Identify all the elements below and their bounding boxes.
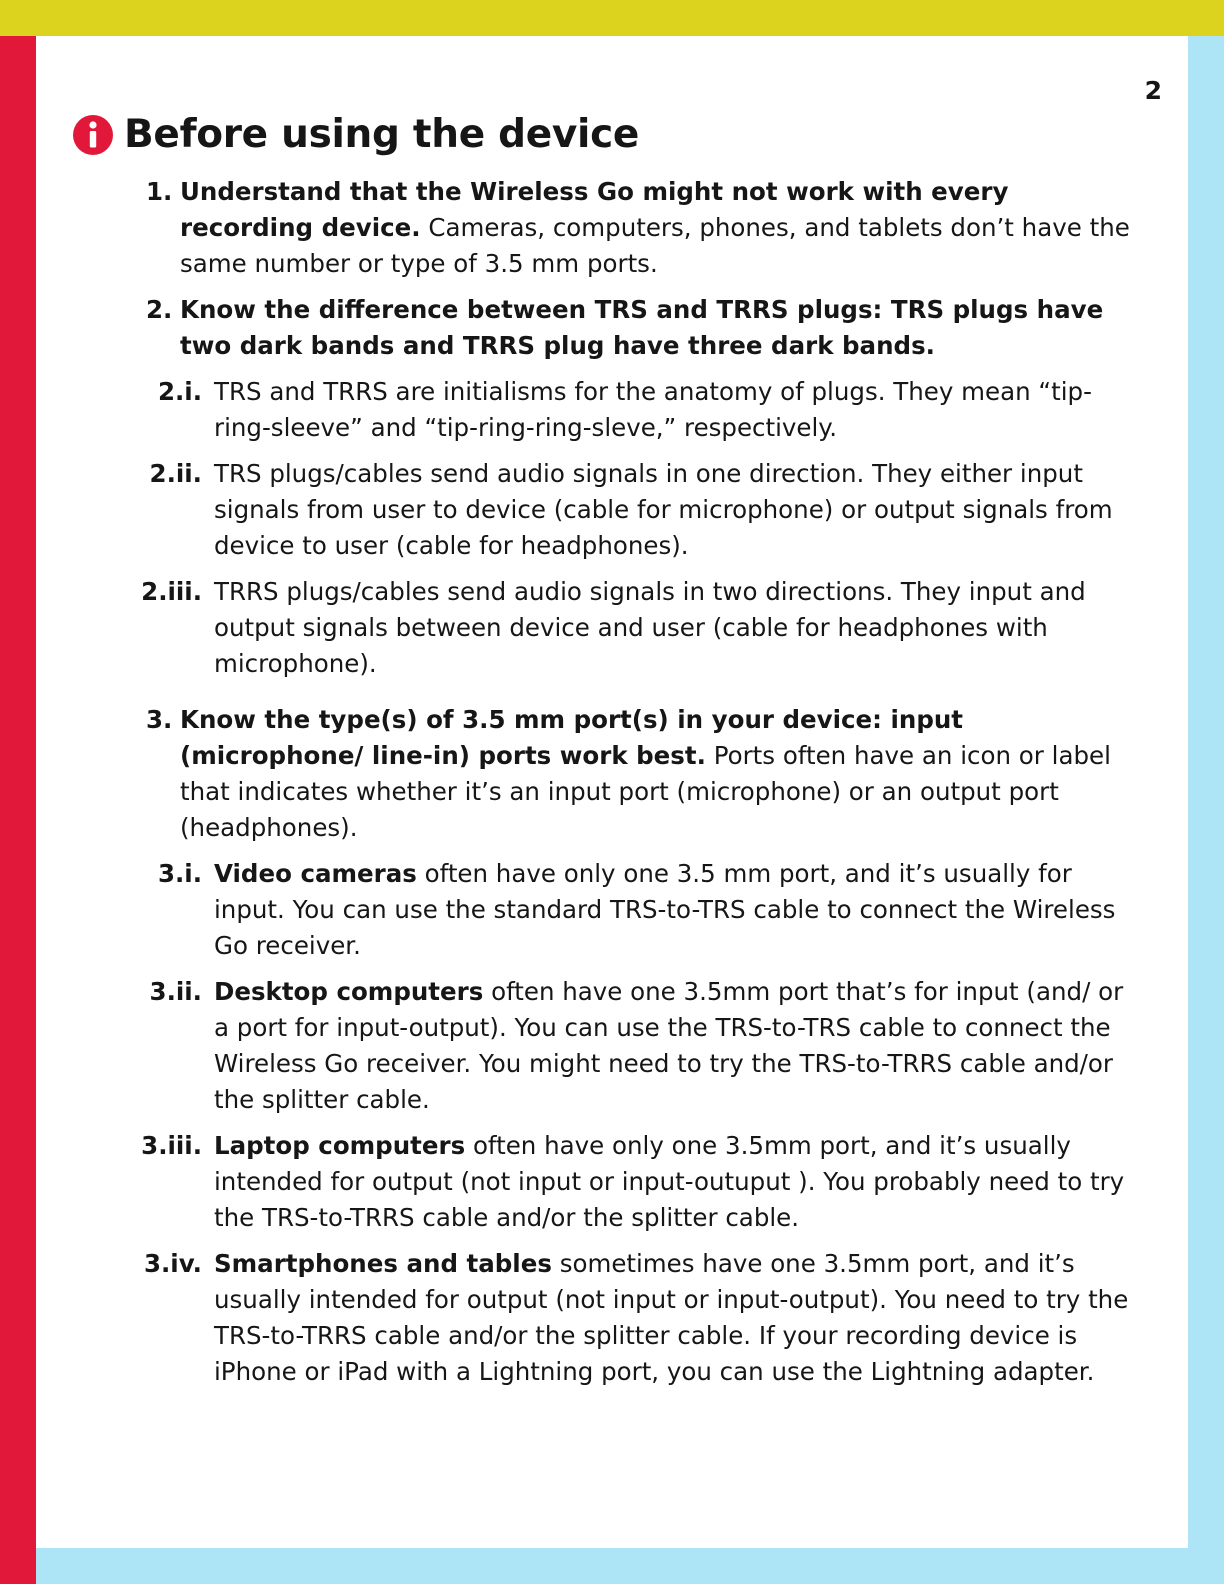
- sub-item-body: [214, 374, 1136, 446]
- sub-item-bold-text: Smartphones and tables: [214, 1249, 552, 1278]
- item-body: [141, 292, 1136, 692]
- sub-item-number: 3.ii.: [149, 977, 202, 1006]
- sub-item-text: TRRS plugs/cables send audio signals in two directions. They input and output signals between device and user (cable for headphones with microphone).: [214, 577, 1086, 678]
- sub-item-text: TRS plugs/cables send audio signals in one direction. They either input signals from user to device (cable for microphone) or output signals from device to user (cable for headphones).: [214, 459, 1113, 560]
- section-heading: [72, 112, 639, 157]
- sub-item-body: [214, 574, 1136, 682]
- sub-item: [132, 974, 1136, 1118]
- info-icon: [72, 114, 114, 156]
- item-text: Cameras, computers, phones, and tablets don’t have the same number or type of 3.5 mm ports.: [180, 213, 1130, 278]
- sub-item-text: often have only one 3.5 mm port, and it’s usually for input. You can use the standard TRS-to-TRS cable to connect the Wireless Go receiver.: [214, 859, 1116, 960]
- sub-item-body: [214, 1128, 1136, 1236]
- item-number: 3.: [146, 705, 173, 734]
- page-number: 2: [1144, 76, 1162, 105]
- sub-item: [132, 456, 1136, 564]
- sub-item-number: 3.i.: [157, 859, 202, 888]
- sub-item-bold-text: Desktop computers: [214, 977, 484, 1006]
- sub-item-number: 3.iv.: [143, 1249, 202, 1278]
- page-title: Before using the device: [124, 112, 640, 157]
- sub-item: [132, 856, 1136, 964]
- list-item-2: [141, 292, 1136, 692]
- sub-item-text: often have only one 3.5mm port, and it’s usually intended for output (not input or input-outuput ). You probably need to try the TRS-to-TRRS cable and/or the splitter cable.: [214, 1131, 1125, 1232]
- item-number: 1.: [146, 177, 173, 206]
- sub-list: [132, 856, 1136, 1390]
- item-bold-text: Understand that the Wireless Go might not work with every recording device.: [180, 177, 1009, 242]
- sub-item-text: TRS and TRRS are initialisms for the anatomy of plugs. They mean “tip-ring-sleeve” and “tip-ring-ring-sleve,” respectively.: [214, 377, 1092, 442]
- sub-item-text: often have one 3.5mm port that’s for input (and/ or a port for input-output). You can use the TRS-to-TRS cable to connect the Wireless Go receiver. You might need to try the TRS-to-TRRS cable and/or the splitter cable.: [214, 977, 1124, 1114]
- left-color-bar: [0, 36, 36, 1584]
- item-body: [141, 702, 1136, 1400]
- item-body: [180, 174, 1136, 282]
- item-text: Ports often have an icon or label that indicates whether it’s an input port (microphone) or an output port (headphones).: [180, 741, 1111, 842]
- sub-list: [132, 374, 1136, 682]
- list-item-1: [146, 174, 1136, 282]
- sub-item: [132, 1246, 1136, 1390]
- sub-item-body: [214, 856, 1136, 964]
- sub-item: [132, 574, 1136, 682]
- sub-item: [132, 1128, 1136, 1236]
- top-color-bar: [0, 0, 1224, 36]
- sub-item-number: 3.iii.: [141, 1131, 202, 1160]
- sub-item-text: sometimes have one 3.5mm port, and it’s usually intended for output (not input or input-output). You need to try the TRS-to-TRRS cable and/or the splitter cable. If your recording device is iPhone or iPad with a Lightning port, you can use the Lightning adapter.: [214, 1249, 1129, 1386]
- item-number: 2.: [146, 295, 173, 324]
- instruction-list: [141, 174, 1136, 1410]
- item-bold-text: Know the difference between TRS and TRRS plugs: TRS plugs have two dark bands and TRRS plug have three dark bands.: [180, 295, 1104, 360]
- bottom-color-bar: [36, 1548, 1224, 1584]
- sub-item-body: [214, 456, 1136, 564]
- sub-item-bold-text: Laptop computers: [214, 1131, 466, 1160]
- sub-item-number: 2.ii.: [149, 459, 202, 488]
- sub-item: [132, 374, 1136, 446]
- right-color-bar: [1188, 36, 1224, 1548]
- list-item-3: [141, 702, 1136, 1400]
- sub-item-body: [214, 1246, 1136, 1390]
- item-bold-text: Know the type(s) of 3.5 mm port(s) in your device: input (microphone/ line-in) ports work best.: [180, 705, 964, 770]
- sub-item-bold-text: Video cameras: [214, 859, 417, 888]
- sub-item-number: 2.iii.: [141, 577, 202, 606]
- sub-item-number: 2.i.: [157, 377, 202, 406]
- sub-item-body: [214, 974, 1136, 1118]
